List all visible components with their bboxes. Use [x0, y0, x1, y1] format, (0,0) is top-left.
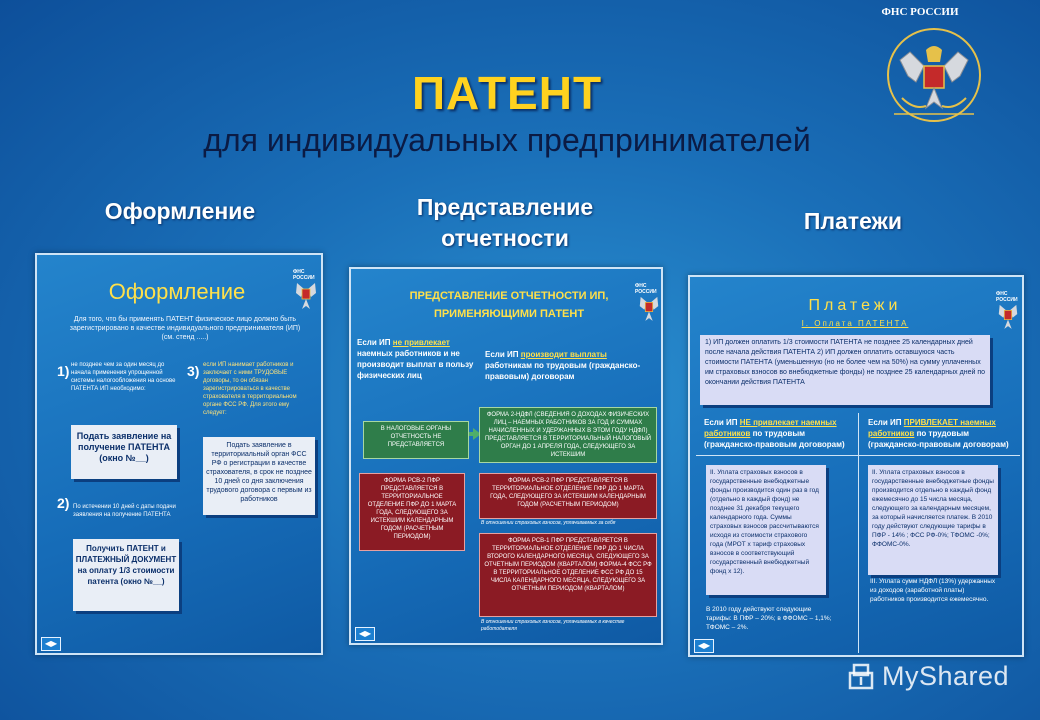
- step-3-text: если ИП нанимает работников и заключает с ними ТРУДОВЫЕ договоры, то он обязан зарегистрироваться в качестве страхователя в территориальном органе ФСС РФ. Для этого ему следует:: [203, 362, 297, 416]
- step-1-text: не позднее чем за один месяц до начала применения упрощенной системы налогообложения на основе ПАТЕНТА ИП необходимо:: [71, 362, 176, 392]
- section-heading-reporting-line2: отчетности: [441, 225, 569, 251]
- column-heading-pays-employees: [485, 349, 655, 382]
- tariffs-2010-text: В 2010 году действуют следующие тарифы: В ПФР – 20%; в ФФОМС – 1,1%; ТФОМС – 2%.: [706, 606, 832, 631]
- mini-emblem-icon: [293, 277, 319, 311]
- column-heading-with-employees: [868, 417, 1022, 450]
- slide-agency-label: ФНС РОССИИ: [293, 269, 315, 281]
- divider-vertical: [858, 413, 859, 653]
- box-form-2-ndfl: ФОРМА 2-НДФЛ (СВЕДЕНИЯ О ДОХОДАХ ФИЗИЧЕСКИХ ЛИЦ – НАЕМНЫХ РАБОТНИКОВ ЗА ГОД И СУММАХ НАЧИСЛЕННЫХ И УДЕРЖАННЫХ В ЭТОМ ГОДУ НДФЛ) ПРЕДСТАВЛЯЕТСЯ В ТЕРРИТОРИАЛЬНЫЙ НАЛОГОВЫЙ ОРГАН ДО 1 АПРЕЛЯ ГОДА, СЛЕДУЮЩЕГО ЗА ИСТЕКШИМ: [479, 407, 657, 463]
- column-heading-highlight: ПРИВЛЕКАЕТ наемных работников: [868, 418, 996, 438]
- column-heading-prefix: Если ИП: [357, 338, 391, 347]
- section-heading-reporting-line1: Представление: [416, 194, 594, 220]
- box-form-rsv1-fss4: ФОРМА РСВ-1 ПФР ПРЕДСТАВЛЯЕТСЯ В ТЕРРИТОРИАЛЬНОЕ ОТДЕЛЕНИЕ ПФР ДО 1 ЧИСЛА ВТОРОГО КАЛЕНДАРНОГО МЕСЯЦА, СЛЕДУЮЩЕГО ЗА ОТЧЕТНЫМ ПЕРИОДОМ (КВАРТАЛОМ) ФОРМА-4 ФСС РФ В ТЕРРИТОРИАЛЬНОЕ ОТДЕЛЕНИЕ ФСС РФ ДО 15 ЧИСЛА КАЛЕНДАРНОГО МЕСЯЦА, СЛЕДУЮЩЕГО ЗА ОТЧЕТНЫМ ПЕРИОДОМ (КВАРТАЛОМ): [479, 533, 657, 617]
- note-card-fss-registration: Подать заявление в территориальный орган ФСС РФ о регистрации в качестве страхователя, в срок не позднее 10 дней со дня заключения трудового договора с первым из работников: [203, 437, 315, 515]
- step-number-2: 2): [57, 495, 70, 511]
- slide-nav-button[interactable]: ◀▶: [694, 639, 714, 653]
- column-heading-suffix: по трудовым (гражданско-правовым договорам): [868, 429, 1009, 449]
- slide-subtitle: I. Оплата ПАТЕНТА: [801, 319, 909, 328]
- slide-agency-label: ФНС РОССИИ: [635, 283, 657, 295]
- column-heading-no-employees: [704, 417, 858, 450]
- step-number-3: 3): [187, 363, 200, 379]
- mini-emblem-icon: [996, 299, 1020, 331]
- column-heading-prefix: Если ИП: [868, 418, 902, 427]
- double-headed-eagle-emblem-icon: [880, 22, 988, 128]
- patent-payment-rules: 1) ИП должен оплатить 1/3 стоимости ПАТЕНТА не позднее 25 календарных дней после начала действия ПАТЕНТА 2) ИП должен оплатить оставшуюся часть стоимости ПАТЕНТА (уменьшенную (но не более чем на 50%) на сумму уплаченных им страховых взносов во внебюджетные фонды) не позднее 25 календарных дней по окончании действия ПАТЕНТА: [700, 335, 990, 405]
- column-heading-suffix: работникам по трудовым (гражданско-правовым) договорам: [485, 361, 641, 381]
- column-heading-prefix: Если ИП: [704, 418, 738, 427]
- page-subtitle: для индивидуальных предпринимателей: [203, 122, 811, 158]
- section-heading-registration: Оформление: [104, 198, 256, 224]
- slide-title: Платежи: [808, 297, 902, 314]
- ndfl-payment-text: III. Уплата сумм НДФЛ (13%) удержанных из доходов (заработной платы) работников производится ежемесячно.: [870, 578, 996, 603]
- slide-thumbnail-payments[interactable]: [688, 275, 1024, 657]
- slide-nav-button[interactable]: ◀▶: [355, 627, 375, 641]
- section-heading-reporting: [380, 192, 630, 254]
- note-card-submit-application: Подать заявление на получение ПАТЕНТА (окно №__): [71, 425, 177, 479]
- step-number-1: 1): [57, 363, 70, 379]
- note-employer-contributions: В отношении страховых взносов, уплачиваемых в качестве работодателя: [481, 619, 625, 632]
- note-self-contributions: В отношении страховых взносов, уплачиваемых за себя: [481, 520, 616, 526]
- slide-nav-button[interactable]: ◀▶: [41, 637, 61, 651]
- column-heading-suffix: наемных работников и не производит выплат в пользу физических лиц: [357, 349, 474, 380]
- watermark-brand: MyShared: [882, 660, 1010, 691]
- box-form-rsv2-self: ФОРМА РСВ-2 ПФР ПРЕДСТАВЛЯЕТСЯ В ТЕРРИТОРИАЛЬНОЕ ОТДЕЛЕНИЕ ПФР ДО 1 МАРТА ГОДА, СЛЕДУЮЩЕГО ЗА ИСТЕКШИМ КАЛЕНДАРНЫМ ГОДОМ (РАСЧЕТНЫМ ПЕРИОДОМ): [359, 473, 465, 551]
- column-heading-no-employees: [357, 337, 479, 381]
- card-contributions-monthly: II. Уплата страховых взносов в государственные внебюджетные фонды производится отдельно в каждый фонд ежемесячно до 15 числа месяца, следующего за календарным месяцем, за который начисляется платеж. В 2010 году действуют следующие тарифы в ПФР - 14% ; ФСС РФ-0%; ТФОМС -0%; ФФОМС-0%.: [868, 465, 998, 575]
- page-title: ПАТЕНТ: [411, 67, 603, 119]
- slide-thumbnail-registration[interactable]: [35, 253, 323, 655]
- slide-thumbnail-reporting[interactable]: [349, 267, 663, 645]
- step-2-text: По истечении 10 дней с даты подачи заявления на получение ПАТЕНТА: [73, 504, 176, 518]
- box-form-rsv2-employer: ФОРМА РСВ-2 ПФР ПРЕДСТАВЛЯЕТСЯ В ТЕРРИТОРИАЛЬНОЕ ОТДЕЛЕНИЕ ПФР ДО 1 МАРТА ГОДА, СЛЕДУЮЩЕГО ЗА ИСТЕКШИМ КАЛЕНДАРНЫМ ГОДОМ (РАСЧЕТНЫМ ПЕРИОДОМ): [479, 473, 657, 519]
- watermark: [846, 656, 1026, 696]
- section-heading-payments: Платежи: [803, 208, 903, 234]
- column-heading-prefix: Если ИП: [485, 350, 519, 359]
- slide-title: ПРЕДСТАВЛЕНИЕ ОТЧЕТНОСТИ ИП, ПРИМЕНЯЮЩИМИ ПАТЕНТ: [409, 290, 609, 320]
- note-card-get-patent: Получить ПАТЕНТ и ПЛАТЕЖНЫЙ ДОКУМЕНТ на оплату 1/3 стоимости патента (окно №__): [73, 539, 179, 611]
- slide-title: Оформление: [108, 279, 246, 304]
- column-heading-highlight: производит выплаты: [520, 350, 607, 359]
- box-no-reporting: В НАЛОГОВЫЕ ОРГАНЫ ОТЧЕТНОСТЬ НЕ ПРЕДСТАВЛЯЕТСЯ: [363, 421, 469, 459]
- mini-emblem-icon: [637, 291, 661, 323]
- column-heading-highlight: не привлекает: [392, 338, 450, 347]
- slide-intro-text: Для того, что бы применять ПАТЕНТ физическое лицо должно быть зарегистрировано в качестве индивидуального предпринимателя (ИП) (см. стенд .....): [69, 316, 301, 341]
- agency-label: ФНС РОССИИ: [881, 6, 959, 18]
- myshared-logo-icon: [846, 661, 876, 691]
- card-contributions-annual: II. Уплата страховых взносов в государственные внебюджетные фонды производится один раз в год (отдельно в каждый фонд) не позднее 31 декабря текущего календарного года. Суммы страховых взносов рассчитываются исходя из стоимости страхового года (МРОТ х тариф страховых взносов в соответствующий государственный внебюджетный фонд х 12).: [706, 465, 826, 595]
- column-heading-suffix: по трудовым (гражданско-правовым договорам): [704, 429, 845, 449]
- column-heading-highlight: НЕ привлекает наемных работников: [704, 418, 837, 438]
- slide-agency-label: ФНС РОССИИ: [996, 291, 1018, 303]
